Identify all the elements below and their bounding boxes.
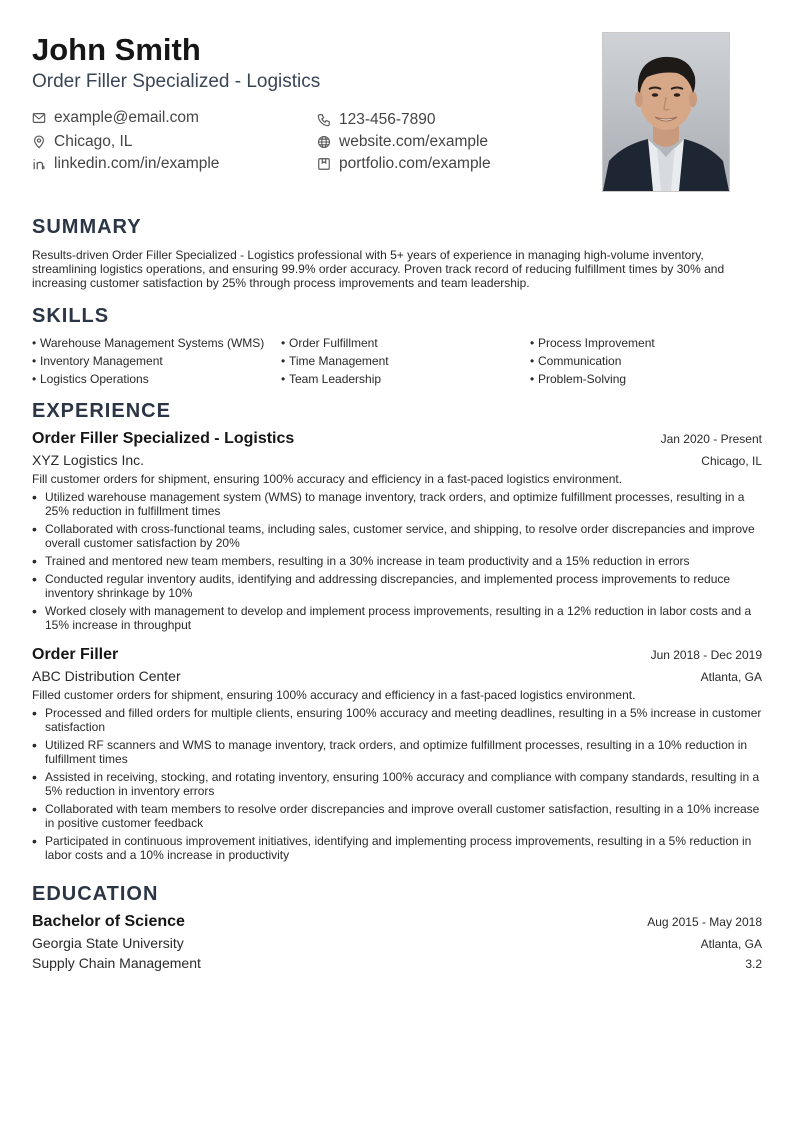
resume-page [32, 32, 762, 972]
skills-column [281, 336, 530, 390]
job-entry [32, 645, 762, 862]
skill-item: • Warehouse Management Systems (WMS) [32, 336, 265, 350]
skill-label: Warehouse Management Systems (WMS) [40, 336, 265, 350]
bullet-item: • Collaborated with cross-functional teams, including sales, customer service, and shipping, to resolve order discrepancies and improve overall customer satisfaction by 20% [32, 522, 762, 550]
bullet-item: • Processed and filled orders for multiple clients, ensuring 100% accuracy and meeting deadlines, resulting in a 5% increase in customer satisfaction [32, 705, 762, 734]
phone-icon [317, 113, 331, 127]
major: Supply Chain Management [32, 955, 201, 971]
experience-title: EXPERIENCE [32, 400, 171, 422]
skill-item: • Team Leadership [281, 372, 382, 386]
education-section [32, 882, 762, 972]
bullet-text: Processed and filled orders for multiple clients, ensuring 100% accuracy and meeting deadlines, resulting in a 5% increase in customer satisfaction [45, 706, 762, 734]
skill-label: Communication [538, 354, 622, 368]
linkedin-icon [32, 157, 46, 171]
summary-title: SUMMARY [32, 216, 142, 238]
job-location: Chicago, IL [701, 454, 762, 468]
education-title: EDUCATION [32, 883, 159, 905]
bullet-text: Utilized RF scanners and WMS to manage inventory, track orders, and optimize fulfillment processes, resulting in a 10% reduction in fulfillment times [45, 738, 748, 766]
skills-title: SKILLS [32, 305, 110, 327]
degree: Bachelor of Science [32, 913, 185, 930]
bullet-item: • Assisted in receiving, stocking, and rotating inventory, ensuring 100% accuracy and compliance with company standards, resulting in a 5% reduction in inventory errors [32, 770, 762, 798]
resume-header [32, 32, 762, 192]
skills-grid [32, 336, 762, 390]
contact-phone-text: 123-456-7890 [339, 111, 436, 128]
skill-label: Problem-Solving [538, 372, 627, 386]
bullet-text: Participated in continuous improvement initiatives, identifying and implementing process improvements, resulting in a 5% reduction in labor costs and a 10% increase in productivity [45, 834, 752, 862]
contact-email-text: example@email.com [54, 109, 199, 126]
gpa: 3.2 [745, 957, 762, 971]
bullet-text: Trained and mentored new team members, resulting in a 30% increase in team productivity and a 15% reduction in errors [45, 554, 690, 568]
job-description: Fill customer orders for shipment, ensuring 100% accuracy and efficiency in a fast-paced logistics environment. [32, 472, 623, 486]
job-date: Jan 2020 - Present [660, 432, 762, 446]
skill-label: Logistics Operations [40, 372, 149, 386]
skills-column [32, 336, 281, 390]
contact-portfolio[interactable] [317, 154, 491, 174]
candidate-role: Order Filler Specialized - Logistics [32, 71, 321, 92]
candidate-name: John Smith [32, 32, 201, 67]
skill-label: Order Fulfillment [289, 336, 378, 350]
portfolio-icon [317, 157, 331, 171]
skill-label: Inventory Management [40, 354, 163, 368]
school-name: Georgia State University [32, 935, 184, 951]
bullet-item: • Utilized RF scanners and WMS to manage inventory, track orders, and optimize fulfillment processes, resulting in a 10% reduction in fulfillment times [32, 738, 762, 766]
skills-section [32, 304, 762, 390]
contact-location [32, 132, 132, 152]
skill-label: Process Improvement [538, 336, 655, 350]
job-bullets [32, 706, 762, 862]
profile-photo-illustration [603, 33, 729, 191]
bullet-text: Utilized warehouse management system (WMS) to manage inventory, track orders, and optimize fulfillment processes, resulting in a 25% reduction in fulfillment times [45, 490, 745, 518]
contact-website[interactable] [317, 132, 488, 152]
contact-linkedin-text: linkedin.com/in/example [54, 155, 220, 172]
job-title: Order Filler Specialized - Logistics [32, 430, 295, 447]
bullet-item: • Conducted regular inventory audits, identifying and addressing discrepancies, and implemented process improvements to reduce inventory shrinkage by 10% [32, 572, 762, 600]
skill-item: • Logistics Operations [32, 372, 149, 386]
bullet-text: Conducted regular inventory audits, identifying and addressing discrepancies, and implemented process improvements to reduce inventory shrinkage by 10% [45, 572, 731, 600]
job-title: Order Filler [32, 646, 119, 663]
job-entry [32, 429, 762, 632]
skill-item: • Order Fulfillment [281, 336, 378, 350]
contact-location-text: Chicago, IL [54, 133, 133, 150]
summary-section [32, 215, 762, 290]
job-location: Atlanta, GA [700, 670, 762, 684]
bullet-text: Collaborated with cross-functional teams, including sales, customer service, and shipping, to resolve order discrepancies and improve overall customer satisfaction by 20% [45, 522, 755, 550]
bullet-text: Worked closely with management to develop and implement process improvements, resulting in a 12% reduction in labor costs and a 15% increase in throughput [45, 604, 752, 632]
job-bullets [32, 490, 762, 632]
school-location: Atlanta, GA [700, 937, 762, 951]
bullet-item: • Utilized warehouse management system (WMS) to manage inventory, track orders, and optimize fulfillment processes, resulting in a 25% reduction in fulfillment times [32, 490, 762, 518]
contact-linkedin[interactable] [32, 154, 219, 174]
bullet-item: • Collaborated with team members to resolve order discrepancies and improve overall customer satisfaction, resulting in a 10% increase in positive customer feedback [32, 802, 762, 830]
skills-column [530, 336, 762, 390]
mail-icon [32, 111, 46, 125]
education-date: Aug 2015 - May 2018 [647, 915, 762, 929]
skill-item: • Inventory Management [32, 354, 163, 368]
profile-photo [602, 32, 730, 192]
skill-label: Time Management [289, 354, 389, 368]
globe-icon [317, 135, 331, 149]
skill-item: • Problem-Solving [530, 372, 627, 386]
location-pin-icon [32, 135, 46, 149]
job-company: XYZ Logistics Inc. [32, 452, 145, 468]
contact-website-text: website.com/example [339, 133, 489, 150]
bullet-item: • Participated in continuous improvement initiatives, identifying and implementing process improvements, resulting in a 5% reduction in labor costs and a 10% increase in productivity [32, 834, 762, 862]
experience-section [32, 399, 762, 862]
skill-item: • Time Management [281, 354, 389, 368]
education-entry [32, 912, 762, 972]
job-date: Jun 2018 - Dec 2019 [650, 648, 762, 662]
bullet-item: • Worked closely with management to develop and implement process improvements, resulting in a 12% reduction in labor costs and a 15% increase in throughput [32, 604, 762, 632]
job-description: Filled customer orders for shipment, ensuring 100% accuracy and efficiency in a fast-paced logistics environment. [32, 688, 636, 702]
contact-portfolio-text: portfolio.com/example [339, 155, 491, 172]
skill-label: Team Leadership [289, 372, 382, 386]
skill-item: • Communication [530, 354, 622, 368]
bullet-text: Assisted in receiving, stocking, and rotating inventory, ensuring 100% accuracy and compliance with company standards, resulting in a 5% reduction in inventory errors [45, 770, 760, 798]
bullet-text: Collaborated with team members to resolve order discrepancies and improve overall customer satisfaction, resulting in a 10% increase in positive customer feedback [45, 802, 760, 830]
contact-email[interactable] [32, 108, 199, 128]
job-company: ABC Distribution Center [32, 668, 181, 684]
summary-text: Results-driven Order Filler Specialized - Logistics professional with 5+ years of experience in managing high-volume inventory, streamlining logistics operations, and ensuring 99.9% order accuracy. Proven track record of reducing fulfillment times by 30% and increasing customer satisfaction by 25% through process improvements and team leadership. [32, 248, 725, 290]
bullet-item: • Trained and mentored new team members, resulting in a 30% increase in team productivity and a 15% reduction in errors [32, 554, 762, 568]
contact-phone[interactable] [317, 110, 436, 130]
skill-item: • Process Improvement [530, 336, 655, 350]
